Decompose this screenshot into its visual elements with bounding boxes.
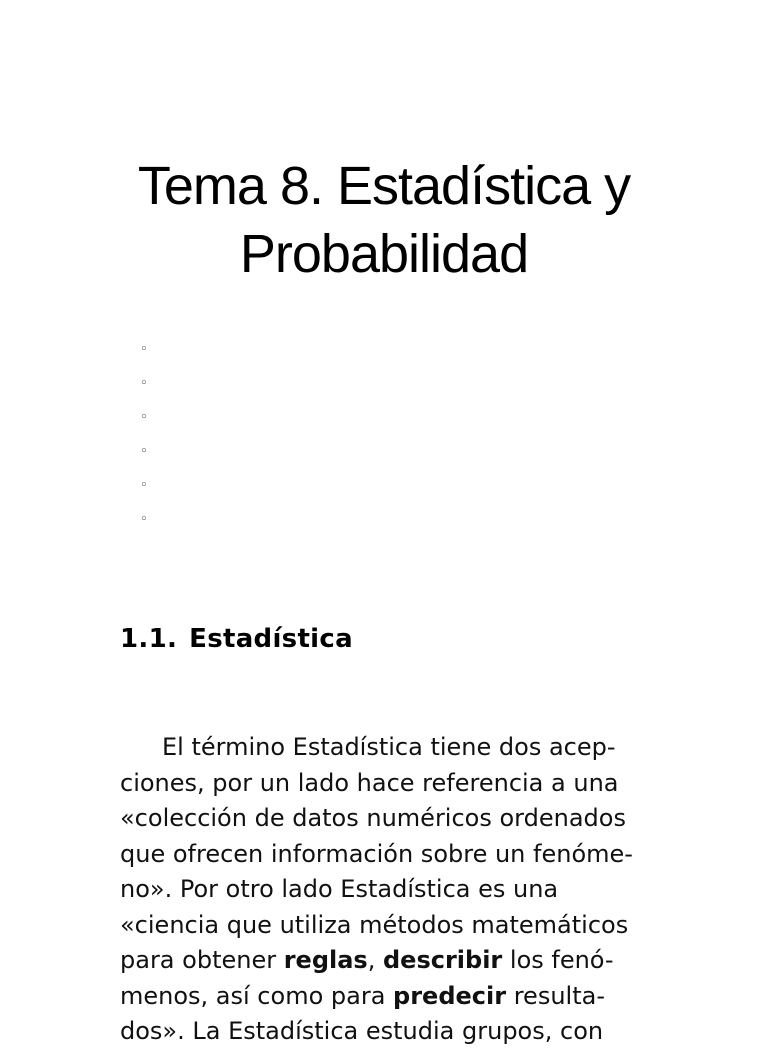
bold-term-reglas: reglas	[283, 946, 368, 974]
title-line-1: Tema 8. Estadística y	[137, 156, 631, 216]
section-heading	[120, 624, 353, 654]
paragraph-line: no». Por otro lado Estadística es una	[120, 875, 559, 903]
paragraph-line: «colección de datos numéricos ordenados	[120, 804, 626, 832]
paragraph-line: «ciencia que utiliza métodos matemáticos	[120, 910, 629, 939]
paragraph-line	[120, 943, 680, 979]
bullet-item: ◦	[140, 478, 148, 493]
page-title	[0, 152, 768, 288]
bold-term-describir: describir	[382, 946, 503, 974]
bold-term-predecir: predecir	[393, 981, 507, 1010]
paragraph-line	[120, 979, 680, 1015]
text-run: para obtener	[120, 946, 284, 974]
bullet-item: ◦	[140, 512, 148, 527]
bullet-list	[140, 336, 148, 540]
bullet-item: ◦	[140, 410, 148, 425]
bullet-item: ◦	[140, 342, 148, 357]
paragraph-line: ciones, por un lado hace referencia a una	[120, 768, 619, 797]
paragraph-line: dos». La Estadística estudia grupos, con	[120, 1017, 604, 1045]
paragraph-line: El término Estadística tiene dos acep-	[162, 733, 616, 761]
section-title: Estadística	[189, 624, 353, 654]
text-run: menos, así como para	[120, 981, 394, 1010]
text-run: ,	[367, 946, 383, 974]
title-line-2: Probabilidad	[239, 224, 529, 284]
bullet-item: ◦	[140, 376, 148, 391]
text-run: resulta-	[506, 981, 605, 1010]
section-number: 1.1.	[120, 624, 178, 654]
text-run: los fenó-	[502, 946, 614, 974]
body-paragraph	[120, 730, 680, 1050]
bullet-item: ◦	[140, 444, 148, 459]
paragraph-line: que ofrecen información sobre un fenóme-	[120, 839, 633, 868]
